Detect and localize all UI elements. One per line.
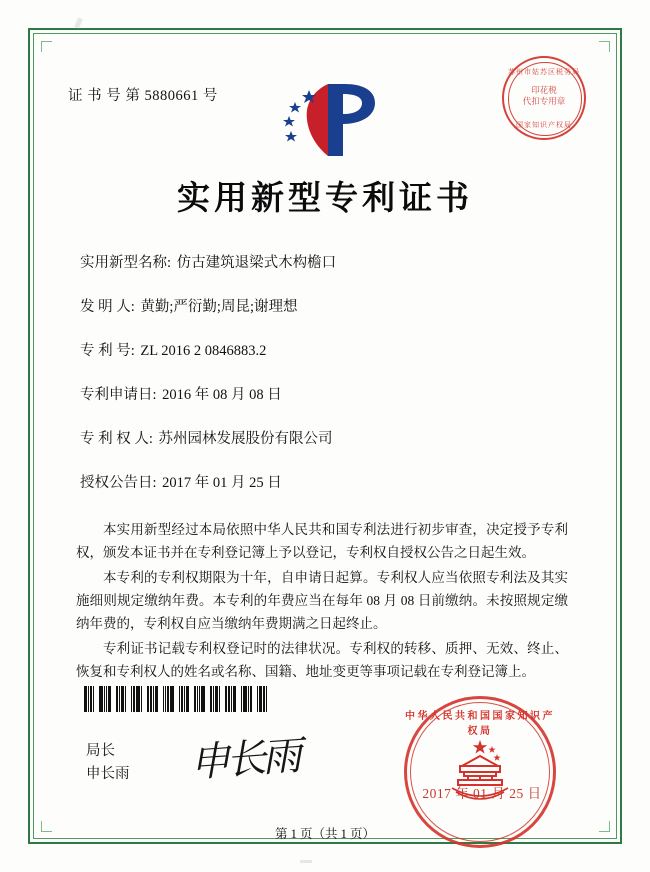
body-text [76, 518, 568, 685]
field-row-patent-number [80, 340, 560, 362]
corner-mark-top-right [599, 41, 610, 52]
field-value: 2016 年 08 月 08 日 [162, 387, 282, 403]
stamp-duty-seal-center [504, 85, 584, 106]
stamp-duty-seal-line1: 印花税 [531, 85, 557, 95]
field-value: 苏州园林发展股份有限公司 [158, 431, 333, 447]
field-label: 发 明 人: [80, 299, 135, 315]
field-list [80, 252, 560, 516]
field-label: 专 利 权 人: [80, 431, 153, 447]
field-label: 专利申请日: [80, 387, 157, 403]
page-footer: 第 1 页（共 1 页） [274, 827, 375, 841]
handwritten-signature: 申长雨 [188, 733, 300, 786]
field-row-application-date [80, 384, 560, 406]
field-row-patentee [80, 428, 560, 450]
field-label: 实用新型名称: [80, 255, 172, 271]
field-label: 授权公告日: [80, 475, 157, 491]
certificate-number: 证 书 号 第 5880661 号 [68, 88, 218, 104]
sipo-logo-icon [265, 78, 385, 162]
corner-mark-top-left [41, 41, 52, 52]
stamp-duty-seal-arc-bottom: 国家知识产权局 [516, 121, 572, 129]
field-value: 仿古建筑退梁式木构檐口 [176, 255, 337, 271]
stamp-duty-seal-arc-top: 苏州市姑苏区税务局 [508, 68, 580, 76]
director-name: 申长雨 [86, 766, 130, 782]
field-value: ZL 2016 2 0846883.2 [140, 343, 267, 359]
official-seal-text-top: 中华人民共和国国家知识产权局 [405, 711, 555, 737]
field-value: 黄勤;严衍勤;周昆;谢理想 [140, 299, 298, 315]
body-paragraph-3: 专利证书记载专利权登记时的法律状况。专利权的转移、质押、无效、终止、恢复和专利权人的姓名或名称、国籍、地址变更等事项记载在专利登记簿上。 [76, 641, 568, 679]
stamp-duty-seal-line2: 代扣专用章 [522, 95, 566, 106]
director-title: 局长 [86, 743, 115, 759]
field-row-utility-model-name [80, 252, 560, 274]
page-title: 实用新型专利证书 [177, 181, 473, 217]
signature-block [86, 740, 130, 786]
paper-speck [74, 17, 83, 28]
field-label: 专 利 号: [80, 343, 135, 359]
field-row-grant-announcement-date [80, 472, 560, 494]
field-value: 2017 年 01 月 25 日 [162, 475, 282, 491]
official-seal-date: 2017 年 01 月 25 日 [422, 786, 542, 801]
stamp-duty-seal [502, 56, 586, 140]
body-paragraph-1: 本实用新型经过本局依照中华人民共和国专利法进行初步审查，决定授予专利权，颁发本证书并在专利登记簿上予以登记，专利权自授权公告之日起生效。 [76, 522, 568, 560]
field-row-inventors [80, 296, 560, 318]
barcode [84, 686, 274, 712]
paper-speck [300, 860, 312, 863]
body-paragraph-2: 本专利的专利权期限为十年，自申请日起算。专利权人应当依照专利法及其实施细则规定缴纳年费。本专利的年费应当在每年 08 月 08 日前缴纳。未按照规定缴纳年费的，专利权自应当缴纳年费期满之日起终止。 [76, 570, 568, 631]
